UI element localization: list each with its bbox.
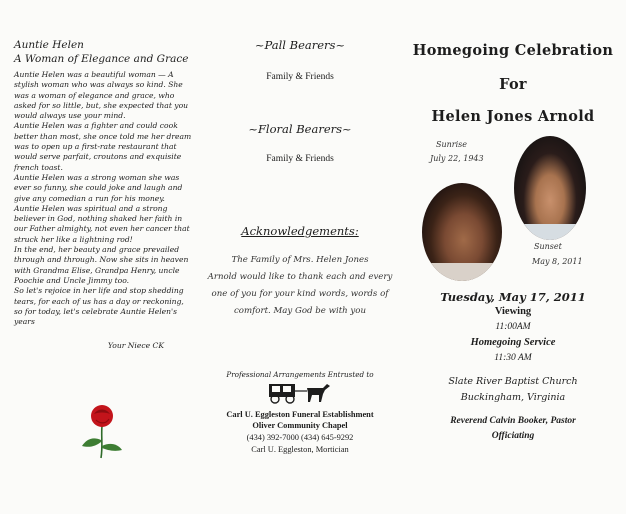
acknowledgements-heading: Acknowledgements: <box>241 224 359 238</box>
poem-paragraph: Auntie Helen was a beautiful woman — A stylish woman who was always so kind. She was a woman of elegance and grace, who asked for so little, but, she expected that you would always use your mind. <box>14 70 189 121</box>
sunrise-date: July 22, 1943 <box>430 154 484 163</box>
floral-bearers-names: Family & Friends <box>266 154 334 164</box>
poem-paragraph: In the end, her beauty and grace prevailed through and through. Now she sits in heaven with Grandma Elise, Grandpa Henry, uncle Poochie and Uncle Jimmy too. <box>14 245 189 285</box>
church-name: Slate River Baptist Church <box>448 376 578 387</box>
deceased-name: Helen Jones Arnold <box>431 108 595 125</box>
pall-bearers-names: Family & Friends <box>266 72 334 82</box>
officiating-label: Officiating <box>491 431 535 441</box>
pall-bearers-label: Pall Bearers <box>264 38 336 52</box>
portrait-photo-younger <box>514 136 586 240</box>
poem-panel <box>0 0 200 514</box>
poem-subtitle: A Woman of Elegance and Grace <box>14 53 189 65</box>
cover-for: For <box>499 76 527 93</box>
viewing-label: Viewing <box>494 306 532 317</box>
ack-line: The Family of Mrs. Helen Jones <box>231 255 369 265</box>
pastor-name: Reverend Calvin Booker, Pastor <box>450 416 576 426</box>
middle-panel <box>200 0 400 514</box>
chapel-name: Oliver Community Chapel <box>252 421 348 430</box>
rose-icon <box>74 402 130 460</box>
ack-line: comfort. May God be with you <box>233 306 366 316</box>
church-location: Buckingham, Virginia <box>460 392 566 403</box>
professional-arrangements: Professional Arrangements Entrusted to <box>226 370 374 379</box>
poem-signature: Your Niece CK <box>107 341 164 351</box>
service-time: 11:30 AM <box>494 353 532 363</box>
portrait-collar <box>514 224 586 240</box>
horse-carriage-icon <box>267 380 333 404</box>
viewing-time: 11:00AM <box>495 322 531 332</box>
portrait-collar <box>422 263 502 281</box>
service-label: Homegoing Service <box>470 337 556 348</box>
portrait-photo-older <box>422 183 502 281</box>
floral-bearers-label: Floral Bearers <box>257 122 343 136</box>
mortician-name: Carl U. Eggleston, Mortician <box>251 445 349 454</box>
poem-paragraph: So let's rejoice in her life and stop shedding tears, for each of us has a day or reckoning, so for today, let's celebrate Auntie Helen's years <box>14 286 184 327</box>
phone-numbers: (434) 392-7000 (434) 645-9292 <box>246 433 354 442</box>
poem-paragraph: Auntie Helen was a fighter and could cook better than most, she once told me her dream was to open up a first-rate restaurant that would serve parfait, croutons and exquisite french toast. <box>14 121 192 172</box>
poem-title: Auntie Helen <box>14 39 84 51</box>
funeral-home-name: Carl U. Eggleston Funeral Establishment <box>226 410 374 419</box>
ack-line: one of you for your kind words, words of <box>211 289 389 299</box>
poem-paragraph: Auntie Helen was spiritual and a strong believer in God, nothing shaked her faith in our Father almighty, not even her cancer that struck her like a lightning rod! <box>14 203 190 244</box>
sunrise-label: Sunrise <box>436 140 468 149</box>
sunset-date: May 8, 2011 <box>532 257 583 266</box>
acknowledgements-text <box>206 252 394 320</box>
ack-line: Arnold would like to thank each and every <box>207 272 393 282</box>
sunset-label: Sunset <box>534 242 562 251</box>
service-date: Tuesday, May 17, 2011 <box>440 290 586 304</box>
pall-bearers-heading: ~Pall Bearers~ <box>254 38 346 52</box>
floral-bearers-heading: ~Floral Bearers~ <box>248 122 352 136</box>
cover-panel <box>400 0 626 514</box>
poem-paragraph: Auntie Helen was a strong woman she was ever so funny, she could joke and laugh and give any comedian a run for his money. <box>14 172 183 203</box>
cover-heading: Homegoing Celebration <box>412 42 614 59</box>
